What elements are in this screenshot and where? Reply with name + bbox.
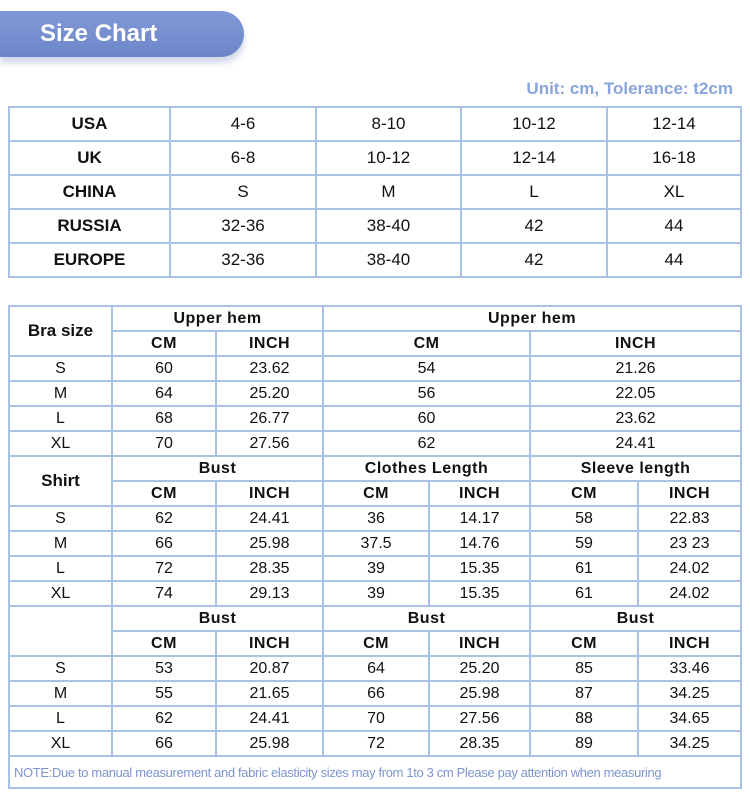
size-cell: L	[461, 175, 607, 209]
table-row	[9, 656, 741, 681]
table-row	[9, 731, 741, 756]
value-cell: 89	[530, 731, 638, 756]
unit-header: INCH	[638, 481, 741, 506]
size-label: L	[9, 556, 112, 581]
group-header: Sleeve length	[530, 456, 741, 481]
table-row	[9, 681, 741, 706]
value-cell: 60	[112, 356, 216, 381]
value-cell: 72	[323, 731, 429, 756]
value-cell: 58	[530, 506, 638, 531]
unit-header: CM	[112, 631, 216, 656]
table-row	[9, 631, 741, 656]
value-cell: 23.62	[530, 406, 741, 431]
value-cell: 34.25	[638, 681, 741, 706]
value-cell: 27.56	[216, 431, 323, 456]
table-row	[9, 456, 741, 481]
value-cell: 60	[323, 406, 530, 431]
unit-header: CM	[112, 331, 216, 356]
table-row	[9, 331, 741, 356]
value-cell: 33.46	[638, 656, 741, 681]
value-cell: 39	[323, 581, 429, 606]
size-cell: 10-12	[316, 141, 461, 175]
size-cell: 4-6	[170, 107, 316, 141]
table-row	[9, 431, 741, 456]
unit-header: CM	[112, 481, 216, 506]
value-cell: 66	[323, 681, 429, 706]
bra-size-label: Bra size	[9, 306, 112, 356]
unit-header: INCH	[216, 331, 323, 356]
table-row	[9, 481, 741, 506]
value-cell: 37.5	[323, 531, 429, 556]
group-header: Bust	[112, 456, 323, 481]
value-cell: 62	[112, 706, 216, 731]
table-row	[9, 406, 741, 431]
size-cell: 44	[607, 209, 741, 243]
table-row	[9, 556, 741, 581]
value-cell: 25.20	[429, 656, 530, 681]
value-cell: 25.98	[216, 531, 323, 556]
unit-header: CM	[323, 331, 530, 356]
table-row	[9, 306, 741, 331]
value-cell: 24.02	[638, 581, 741, 606]
size-cell: M	[316, 175, 461, 209]
value-cell: 27.56	[429, 706, 530, 731]
unit-header: INCH	[429, 631, 530, 656]
value-cell: 25.98	[216, 731, 323, 756]
value-cell: 55	[112, 681, 216, 706]
size-cell: 12-14	[607, 107, 741, 141]
size-chart-title: Size Chart	[0, 11, 244, 57]
group-header: Clothes Length	[323, 456, 530, 481]
size-label: S	[9, 356, 112, 381]
size-cell: 38-40	[316, 209, 461, 243]
value-cell: 25.20	[216, 381, 323, 406]
size-cell: 38-40	[316, 243, 461, 277]
value-cell: 24.41	[216, 706, 323, 731]
size-label: XL	[9, 731, 112, 756]
value-cell: 24.41	[216, 506, 323, 531]
size-cell: 32-36	[170, 209, 316, 243]
table-row	[9, 506, 741, 531]
group-header: Upper hem	[112, 306, 323, 331]
value-cell: 22.83	[638, 506, 741, 531]
size-label: L	[9, 706, 112, 731]
table-row	[9, 381, 741, 406]
value-cell: 66	[112, 531, 216, 556]
size-cell: 6-8	[170, 141, 316, 175]
value-cell: 70	[112, 431, 216, 456]
size-cell: 42	[461, 209, 607, 243]
table-row	[9, 606, 741, 631]
size-label: XL	[9, 581, 112, 606]
value-cell: 14.17	[429, 506, 530, 531]
size-label: M	[9, 381, 112, 406]
table-row	[9, 107, 741, 141]
size-label: M	[9, 531, 112, 556]
unit-header: INCH	[429, 481, 530, 506]
size-cell: 32-36	[170, 243, 316, 277]
value-cell: 29.13	[216, 581, 323, 606]
value-cell: 15.35	[429, 581, 530, 606]
table-row	[9, 243, 741, 277]
region-label: RUSSIA	[9, 209, 170, 243]
empty-category-cell	[9, 606, 112, 656]
value-cell: 34.65	[638, 706, 741, 731]
unit-header: INCH	[638, 631, 741, 656]
value-cell: 61	[530, 581, 638, 606]
value-cell: 14.76	[429, 531, 530, 556]
value-cell: 39	[323, 556, 429, 581]
value-cell: 21.26	[530, 356, 741, 381]
table-row	[9, 581, 741, 606]
size-label: L	[9, 406, 112, 431]
size-label: S	[9, 506, 112, 531]
unit-header: CM	[323, 481, 429, 506]
value-cell: 23.62	[216, 356, 323, 381]
value-cell: 72	[112, 556, 216, 581]
measurement-table	[8, 305, 742, 789]
value-cell: 87	[530, 681, 638, 706]
size-label: M	[9, 681, 112, 706]
table-row	[9, 209, 741, 243]
value-cell: 22.05	[530, 381, 741, 406]
unit-tolerance-note: Unit: cm, Tolerance: t2cm	[526, 79, 733, 98]
table-row	[9, 175, 741, 209]
unit-header: INCH	[530, 331, 741, 356]
value-cell: 34.25	[638, 731, 741, 756]
value-cell: 54	[323, 356, 530, 381]
value-cell: 59	[530, 531, 638, 556]
value-cell: 24.02	[638, 556, 741, 581]
value-cell: 62	[112, 506, 216, 531]
value-cell: 23 23	[638, 531, 741, 556]
value-cell: 74	[112, 581, 216, 606]
value-cell: 20.87	[216, 656, 323, 681]
size-cell: 44	[607, 243, 741, 277]
size-label: S	[9, 656, 112, 681]
table-row	[9, 706, 741, 731]
unit-header: CM	[530, 481, 638, 506]
group-header: Bust	[112, 606, 323, 631]
value-cell: 64	[323, 656, 429, 681]
value-cell: 85	[530, 656, 638, 681]
size-cell: 16-18	[607, 141, 741, 175]
unit-header: INCH	[216, 631, 323, 656]
region-label: EUROPE	[9, 243, 170, 277]
value-cell: 70	[323, 706, 429, 731]
value-cell: 36	[323, 506, 429, 531]
value-cell: 68	[112, 406, 216, 431]
value-cell: 88	[530, 706, 638, 731]
unit-header: INCH	[216, 481, 323, 506]
group-header: Bust	[530, 606, 741, 631]
size-cell: 42	[461, 243, 607, 277]
value-cell: 61	[530, 556, 638, 581]
value-cell: 53	[112, 656, 216, 681]
value-cell: 56	[323, 381, 530, 406]
group-header: Bust	[323, 606, 530, 631]
size-cell: XL	[607, 175, 741, 209]
value-cell: 64	[112, 381, 216, 406]
table-row	[9, 356, 741, 381]
value-cell: 28.35	[429, 731, 530, 756]
region-label: CHINA	[9, 175, 170, 209]
value-cell: 62	[323, 431, 530, 456]
size-cell: 8-10	[316, 107, 461, 141]
value-cell: 28.35	[216, 556, 323, 581]
value-cell: 26.77	[216, 406, 323, 431]
group-header: Upper hem	[323, 306, 741, 331]
size-label: XL	[9, 431, 112, 456]
value-cell: 24.41	[530, 431, 741, 456]
table-row	[9, 141, 741, 175]
value-cell: 21.65	[216, 681, 323, 706]
shirt-label: Shirt	[9, 456, 112, 506]
unit-header: CM	[323, 631, 429, 656]
value-cell: 25.98	[429, 681, 530, 706]
table-row	[9, 756, 741, 788]
size-cell: 10-12	[461, 107, 607, 141]
size-cell: 12-14	[461, 141, 607, 175]
region-label: UK	[9, 141, 170, 175]
measurement-note: NOTE:Due to manual measurement and fabric elasticity sizes may from 1to 3 cm Please pay attention when measuring	[9, 756, 741, 788]
region-label: USA	[9, 107, 170, 141]
size-cell: S	[170, 175, 316, 209]
value-cell: 66	[112, 731, 216, 756]
table-row	[9, 531, 741, 556]
size-conversion-table	[8, 106, 742, 278]
value-cell: 15.35	[429, 556, 530, 581]
unit-header: CM	[530, 631, 638, 656]
